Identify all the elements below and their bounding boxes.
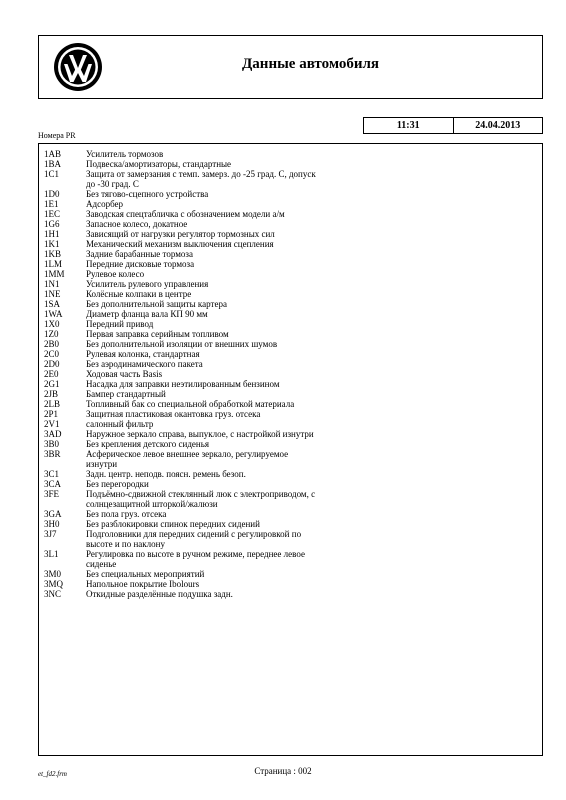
list-item	[44, 549, 542, 569]
list-item	[44, 389, 542, 399]
pr-code: 2V1	[44, 419, 60, 429]
pr-code: 1AB	[44, 149, 62, 159]
pr-codes-list	[38, 143, 543, 756]
list-item	[44, 379, 542, 389]
page-title: Данные автомобиля	[241, 56, 380, 72]
pr-code: 2G1	[44, 379, 60, 389]
list-item	[44, 339, 542, 349]
list-item	[44, 189, 542, 199]
pr-code: 3B0	[44, 439, 60, 449]
list-item	[44, 249, 542, 259]
pr-code: 3NC	[44, 589, 62, 599]
pr-description: Передние дисковые тормоза	[86, 259, 195, 269]
pr-description: Подъёмно-сдвижной стеклянный люк с электроприводом, с солнцезащитной шторкой/жалюзи	[86, 489, 316, 509]
pr-code: 3GA	[44, 509, 62, 519]
list-item	[44, 159, 542, 169]
date-value: 24.04.2013	[453, 118, 543, 133]
pr-code: 1N1	[44, 279, 60, 289]
list-item	[44, 169, 542, 189]
pr-code: 2B0	[44, 339, 60, 349]
list-item	[44, 409, 542, 419]
pr-description: салонный фильтр	[86, 419, 154, 429]
list-item	[44, 359, 542, 369]
pr-code: 1K1	[44, 239, 60, 249]
pr-description: Асферическое левое внешнее зеркало, регулируемое изнутри	[86, 449, 289, 469]
timestamp-box	[363, 117, 543, 134]
pr-description: Первая заправка серийным топливом	[86, 329, 229, 339]
pr-description: Защита от замерзания с темп. замерз. до -25 град. С, допуск до -30 град. С	[86, 169, 316, 189]
list-item	[44, 269, 542, 279]
list-item	[44, 309, 542, 319]
pr-code: 3J7	[44, 529, 57, 539]
list-item	[44, 569, 542, 579]
pr-code: 3CA	[44, 479, 62, 489]
pr-code: 1C1	[44, 169, 60, 179]
list-item	[44, 319, 542, 329]
list-item	[44, 589, 542, 599]
pr-code: 3FE	[44, 489, 60, 499]
pr-code: 1MM	[44, 269, 65, 279]
list-item	[44, 579, 542, 589]
page-number: Страница : 002	[254, 766, 312, 776]
list-item	[44, 449, 542, 469]
pr-code: 1G6	[44, 219, 60, 229]
list-item	[44, 199, 542, 209]
pr-code: 1X0	[44, 319, 60, 329]
pr-description: Усилитель тормозов	[86, 149, 164, 159]
pr-code: 2C0	[44, 349, 60, 359]
pr-description: Запасное колесо, докатное	[86, 219, 188, 229]
list-item	[44, 469, 542, 479]
section-label: Номера PR	[38, 131, 76, 140]
pr-code: 2LB	[44, 399, 61, 409]
pr-description: Задние барабанные тормоза	[86, 249, 193, 259]
list-item	[44, 279, 542, 289]
pr-description: Рулевая колонка, стандартная	[86, 349, 200, 359]
pr-description: Без тягово-сцепного устройства	[86, 189, 209, 199]
pr-description: Передний привод	[86, 319, 154, 329]
pr-code: 3C1	[44, 469, 60, 479]
list-item	[44, 439, 542, 449]
pr-description: Без крепления детского сиденья	[86, 439, 209, 449]
document-header	[38, 35, 543, 99]
pr-description: Заводская спецтабличка с обозначением модели а/м	[86, 209, 285, 219]
pr-description: Колёсные колпаки в центре	[86, 289, 192, 299]
pr-code: 1H1	[44, 229, 60, 239]
pr-code: 2P1	[44, 409, 59, 419]
pr-description: Без аэродинамического пакета	[86, 359, 203, 369]
list-item	[44, 259, 542, 269]
pr-description: Откидные разделённые подушка задн.	[86, 589, 233, 599]
time-value: 11:31	[396, 120, 420, 131]
pr-code: 1D0	[44, 189, 60, 199]
list-item	[44, 399, 542, 409]
list-item	[44, 229, 542, 239]
pr-description: Рулевое колесо	[86, 269, 145, 279]
pr-description: Регулировка по высоте в ручном режиме, переднее левое сиденье	[86, 549, 305, 569]
pr-description: Топливный бак со специальной обработкой материала	[86, 399, 295, 409]
pr-code: 1NE	[44, 289, 61, 299]
pr-description: Защитная пластиковая окантовка груз. отсека	[86, 409, 261, 419]
pr-description: Бампер стандартный	[86, 389, 166, 399]
pr-description: Подголовники для передних сидений с регулировкой по высоте и по наклону	[86, 529, 302, 549]
pr-code: 3M0	[44, 569, 62, 579]
pr-code: 3BR	[44, 449, 61, 459]
pr-code: 3H0	[44, 519, 60, 529]
pr-code: 1E1	[44, 199, 59, 209]
pr-description: Без дополнительной защиты картера	[86, 299, 227, 309]
pr-code: 1SA	[44, 299, 61, 309]
list-item	[44, 529, 542, 549]
pr-description: Без разблокировки спинок передних сидений	[86, 519, 260, 529]
pr-description: Подвеска/амортизаторы, стандартные	[86, 159, 232, 169]
pr-description: Насадка для заправки неэтилированным бензином	[86, 379, 280, 389]
pr-description: Без перегородки	[86, 479, 149, 489]
pr-description: Напольное покрытие Ibolours	[86, 579, 200, 589]
list-item	[44, 209, 542, 219]
pr-code: 3L1	[44, 549, 59, 559]
pr-description: Механический механизм выключения сцепления	[86, 239, 274, 249]
pr-description: Адсорбер	[86, 199, 124, 209]
pr-description: Задн. центр. неподв. поясн. ремень безоп.	[86, 469, 246, 479]
list-item	[44, 479, 542, 489]
list-item	[44, 219, 542, 229]
pr-code: 1KB	[44, 249, 62, 259]
pr-description: Ходовая часть Basis	[86, 369, 163, 379]
pr-code: 1EC	[44, 209, 61, 219]
pr-description: Зависящий от нагрузки регулятор тормозных сил	[86, 229, 275, 239]
pr-code: 3AD	[44, 429, 62, 439]
pr-code: 2JB	[44, 389, 59, 399]
list-item	[44, 289, 542, 299]
list-item	[44, 519, 542, 529]
list-item	[44, 489, 542, 509]
pr-description: Без специальных мероприятий	[86, 569, 205, 579]
pr-code: 2D0	[44, 359, 60, 369]
pr-code: 3MQ	[44, 579, 64, 589]
pr-code: 1LM	[44, 259, 62, 269]
list-item	[44, 149, 542, 159]
form-name: et_fd2.frm	[38, 770, 67, 778]
list-item	[44, 329, 542, 339]
pr-code: 1BA	[44, 159, 62, 169]
list-item	[44, 419, 542, 429]
pr-description: Усилитель рулевого управления	[86, 279, 209, 289]
list-item	[44, 239, 542, 249]
list-item	[44, 299, 542, 309]
list-item	[44, 429, 542, 439]
pr-description: Наружное зеркало справа, выпуклое, с настройкой изнутри	[86, 429, 314, 439]
pr-description: Диаметр фланца вала КП 90 мм	[86, 309, 208, 319]
pr-description: Без пола груз. отсека	[86, 509, 167, 519]
pr-code: 2E0	[44, 369, 59, 379]
list-item	[44, 349, 542, 359]
list-item	[44, 509, 542, 519]
pr-code: 1WA	[44, 309, 63, 319]
pr-description: Без дополнительной изоляции от внешних шумов	[86, 339, 278, 349]
pr-code: 1Z0	[44, 329, 59, 339]
list-item	[44, 369, 542, 379]
